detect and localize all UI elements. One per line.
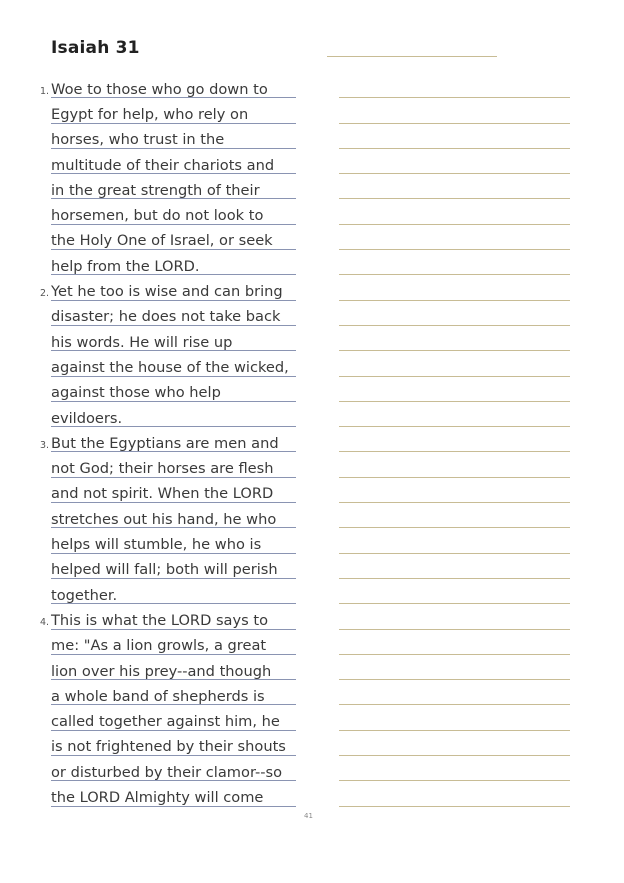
verse-text: Egypt for help, who rely on (51, 106, 249, 123)
page-number: 41 (304, 812, 313, 820)
scripture-line (38, 351, 296, 376)
writing-line (339, 199, 570, 224)
verse-text: in the great strength of their (51, 181, 260, 199)
scripture-line (38, 149, 296, 174)
scripture-line (38, 452, 296, 477)
scripture-line (38, 124, 296, 149)
scripture-line (38, 604, 296, 629)
scripture-line (38, 402, 296, 427)
verse-text: multitude of their chariots and (51, 156, 275, 174)
scripture-line (38, 174, 296, 199)
writing-line (339, 655, 570, 680)
verse-text: help from the LORD. (51, 257, 200, 275)
verse-text: Woe to those who go down to (51, 80, 268, 98)
scripture-line (38, 528, 296, 553)
writing-line (339, 452, 570, 477)
scripture-line (38, 781, 296, 806)
writing-line (339, 478, 570, 503)
writing-line (339, 149, 570, 174)
writing-line (339, 756, 570, 781)
verse-text: a whole band of shepherds is (51, 687, 265, 705)
writing-line (339, 554, 570, 579)
writing-line (339, 427, 570, 452)
writing-line (339, 630, 570, 655)
verse-text: me: "As a lion growls, a great (51, 637, 267, 655)
verse-text: the Holy One of Israel, or seek (51, 232, 273, 250)
writing-line (339, 124, 570, 149)
verse-number: 4. (40, 617, 50, 629)
verse-number: 2. (40, 288, 50, 300)
writing-line (339, 174, 570, 199)
writing-line (339, 402, 570, 427)
verse-text: together. (51, 586, 118, 604)
underline-rule (51, 806, 296, 807)
verse-text: the LORD Almighty will come (51, 789, 264, 807)
verse-text: against the house of the wicked, (51, 358, 289, 376)
writing-line (339, 680, 570, 705)
verse-text: horsemen, but do not look to (51, 207, 264, 225)
writing-line (339, 98, 570, 123)
scripture-line (38, 73, 296, 98)
writing-line (339, 377, 570, 402)
writing-line (339, 781, 570, 806)
writing-line (339, 275, 570, 300)
scripture-line (38, 250, 296, 275)
verse-text: Yet he too is wise and can bring (51, 283, 283, 301)
scripture-column (38, 73, 296, 807)
verse-number: 1. (40, 85, 50, 97)
verse-text: disaster; he does not take back (51, 308, 281, 326)
verse-text: not God; their horses are flesh (51, 460, 274, 478)
writing-line (339, 225, 570, 250)
scripture-line (38, 503, 296, 528)
verse-text: But the Egyptians are men and (51, 434, 279, 452)
verse-text: lion over his prey--and though (51, 662, 272, 680)
scripture-line (38, 275, 296, 300)
verse-text: helps will stumble, he who is (51, 536, 262, 554)
verse-number: 3. (40, 439, 50, 451)
scripture-line (38, 478, 296, 503)
verse-text: stretches out his hand, he who (51, 510, 277, 528)
writing-line (339, 351, 570, 376)
verse-text: his words. He will rise up (51, 333, 233, 351)
scripture-line (38, 98, 296, 123)
verse-text: evildoers. (51, 409, 123, 427)
scripture-line (38, 427, 296, 452)
scripture-line (38, 326, 296, 351)
scripture-line (38, 301, 296, 326)
verse-text: is not frightened by their shouts (51, 738, 286, 756)
scripture-line (38, 680, 296, 705)
scripture-line (38, 199, 296, 224)
scripture-line (38, 377, 296, 402)
writing-line (339, 250, 570, 275)
scripture-line (38, 705, 296, 730)
scripture-line (38, 225, 296, 250)
writing-line (339, 73, 570, 98)
scripture-line (38, 731, 296, 756)
title-writing-line (327, 56, 497, 57)
scripture-line (38, 630, 296, 655)
writing-line (339, 326, 570, 351)
scripture-line (38, 756, 296, 781)
verse-text: This is what the LORD says to (51, 611, 269, 629)
writing-line (339, 604, 570, 629)
writing-line (339, 301, 570, 326)
scripture-line (38, 655, 296, 680)
verse-text: or disturbed by their clamor--so (51, 763, 283, 781)
writing-line (339, 503, 570, 528)
writing-line (339, 528, 570, 553)
writing-line (339, 579, 570, 604)
verse-text: helped will fall; both will perish (51, 561, 278, 579)
verse-text: and not spirit. When the LORD (51, 485, 274, 503)
writing-column (339, 73, 570, 807)
writing-line (339, 705, 570, 730)
scripture-line (38, 554, 296, 579)
writing-line (339, 731, 570, 756)
verse-text: called together against him, he (51, 713, 280, 731)
page-title: Isaiah 31 (51, 38, 140, 58)
verse-text: horses, who trust in the (51, 131, 225, 149)
verse-text: against those who help (51, 384, 221, 402)
scripture-line (38, 579, 296, 604)
